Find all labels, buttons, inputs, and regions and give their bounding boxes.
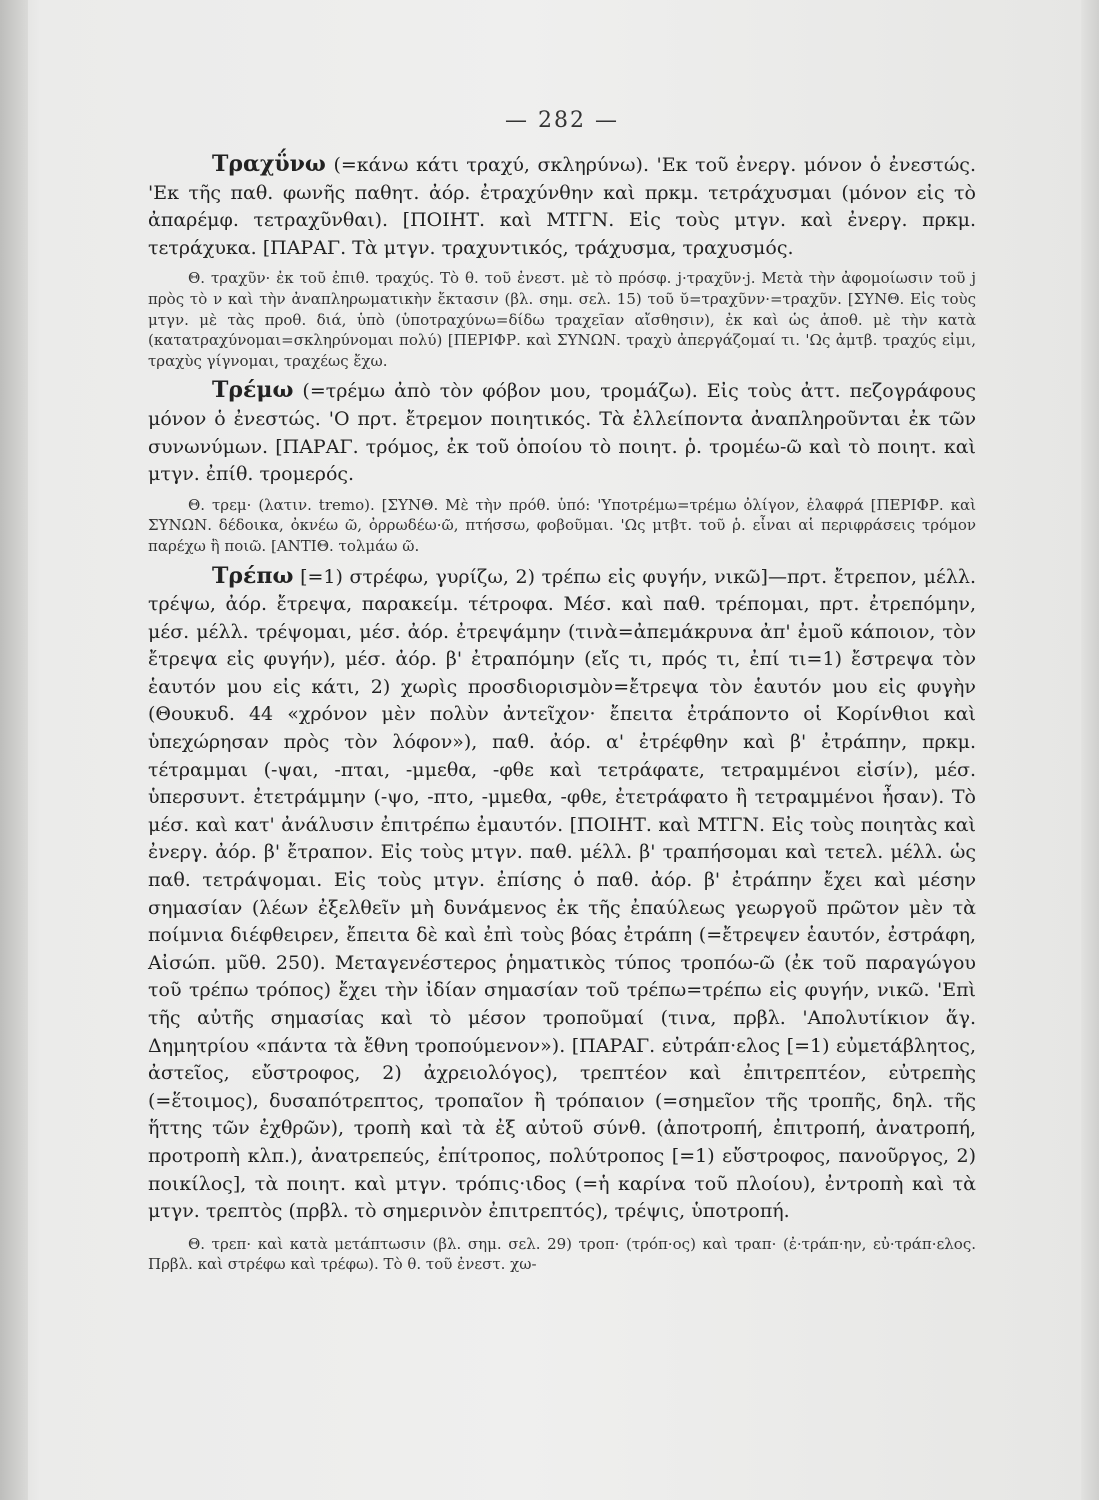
entry-definition: [=1) στρέφω, γυρίζω, 2) τρέπω εἰς φυγήν, νικῶ]—πρτ. ἔτρεπον, μέλλ. τρέψω, ἀόρ. ἔτρεψα, παρακείμ. τέτροφα. Μέσ. καὶ παθ. τρέπομαι, πρτ. ἐτρεπόμην, μέσ. μέλλ. τρέψομαι, μέσ. ἀόρ. ἐτρεψάμην (τινὰ=ἀπεμάκρυνα ἀπ' ἐμοῦ κάποιον, τὸν ἔτρεψα εἰς φυγήν), μέσ. ἀόρ. β' ἐτραπόμην (εἴς τι, πρός τι, ἐπί τι=1) ἔστρεψα τὸν ἑαυτόν μου εἰς κάτι, 2) χωρὶς προσδιορισμὸν=ἔτρεψα τὸν ἑαυτόν μου εἰς φυγὴν (Θουκυδ. 44 «χρόνον μὲν πολὺν ἀντεῖχον· ἔπειτα ἐτράποντο οἱ Κορίνθιοι καὶ ὑπεχώρησαν πρὸς τὸν λόφον»), παθ. ἀόρ. α' ἐτρέφθην καὶ β' ἐτράπην, πρκμ. τέτραμμαι (-ψαι, -πται, -μμεθα, -φθε καὶ τετράφατε, τετραμμένοι εἰσίν), μέσ. ὑπερσυντ. ἐτετράμμην (-ψο, -πτο, -μμεθα, -φθε, ἐτετράφατο ἢ τετραμμένοι ἦσαν). Τὸ μέσ. καὶ κατ' ἀνάλυσιν ἐπιτρέπω ἐμαυτόν. [ΠΟΙΗΤ. καὶ ΜΤΓΝ. Εἰς τοὺς ποιητὰς καὶ ἐνεργ. ἀόρ. β' ἔτραπον. Εἰς τοὺς μτγν. παθ. μέλλ. β' τραπήσομαι καὶ τετελ. μέλλ. ὡς παθ. τετράψομαι. Εἰς τοὺς μτγν. ἐπίσης ὁ παθ. ἀόρ. β' ἐτράπην ἔχει καὶ μέσην σημασίαν (λέων ἐξελθεῖν μὴ δυνάμενος ἐκ τῆς ἐπαύλεως γεωργοῦ πρῶτον μὲν τὰ ποίμνια διέφθειρεν, ἔπειτα δὲ καὶ ἐπὶ τοὺς βόας ἐτράπη (=ἔτρεψεν ἑαυτόν, ἐστράφη, Αἰσώπ. μῦθ. 250). Μεταγενέστερος ῥηματικὸς τύπος τροπόω-ῶ (ἐκ τοῦ παραγώγου τοῦ τρέπω τρόπος) ἔχει τὴν ἰδίαν σημασίαν τοῦ τρέπω=τρέπω εἰς φυγήν, νικῶ. 'Επὶ τῆς αὐτῆς σημασίας καὶ τὸ μέσον τροποῦμαί (τινα, πρβλ. 'Απολυτίκιον ἅγ. Δημητρίου «πάντα τὰ ἔθνη τροπούμενον»). [ΠΑΡΑΓ. εὐτράπ·ελος [=1) εὐμετάβλητος, ἀστεῖος, εὔστροφος, 2) ἀχρειολόγος), τρεπτέον καὶ ἐπιτρεπτέον, εὐτρεπὴς (=ἕτοιμος), δυσαπότρεπτος, τροπαῖον ἢ τρόπαιον (=σημεῖον τῆς τροπῆς, δηλ. τῆς ἥττης τῶν ἐχθρῶν), τροπὴ καὶ τὰ ἐξ αὐτοῦ σύνθ. (ἀποτροπή, ἐπιτροπή, ἀνατροπή, προτροπὴ κλπ.), ἀνατρεπεύς, ἐπίτροπος, πολύτροπος [=1) εὔστροφος, πανοῦργος, 2) ποικίλος], τὰ ποιητ. καὶ μτγν. τρόπις·ιδος (=ἡ καρίνα τοῦ πλοίου), ἐντροπὴ καὶ τὰ μτγν. τρεπτὸς (πρβλ. τὸ σημερινὸν ἐπιτρεπτός), τρέψις, ὑποτροπή.	[148, 565, 976, 1223]
entry-headword: Τραχΰνω	[212, 151, 326, 177]
page-content	[148, 108, 976, 1275]
entry-body	[148, 377, 976, 488]
dictionary-entry	[148, 377, 976, 556]
dictionary-entry	[148, 151, 976, 371]
page-edge	[1081, 0, 1099, 1500]
etymology-note: Θ. τρεμ· (λατιν. tremo). [ΣΥΝΘ. Μὲ τὴν πρόθ. ὑπό: 'Υποτρέμω=τρέμω ὀλίγον, ἐλαφρά [ΠΕΡΙΦΡ. καὶ ΣΥΝΩΝ. δέδοικα, ὀκνέω ῶ, ὀρρωδέω·ῶ, πτήσσω, φοβοῦμαι. 'Ως μτβτ. τοῦ ῥ. εἶναι αἱ περιφράσεις τρόμον παρέχω ἢ ποιῶ. [ΑΝΤΙΘ. τολμάω ῶ.	[148, 495, 976, 555]
entry-headword: Τρέμω	[212, 377, 294, 404]
entry-body	[148, 151, 976, 262]
entry-headword: Τρέπω	[212, 562, 294, 589]
page-number: — 282 —	[505, 108, 619, 133]
etymology-note: Θ. τραχῦν· ἐκ τοῦ ἐπιθ. τραχύς. Τὸ θ. τοῦ ἐνεστ. μὲ τὸ πρόσφ. j·τραχῦν·j. Μετὰ τὴν ἀφομοίωσιν τοῦ j πρὸς τὸ ν καὶ τὴν ἀναπληρωματικὴν ἔκτασιν (βλ. σημ. σελ. 15) τοῦ ῠ=τραχῦνν·=τραχῦν. [ΣΥΝΘ. Εἰς τοὺς μτγν. μὲ τὰς προθ. διά, ὑπὸ (ὑποτραχύνω=δίδω τραχεῖαν αἴσθησιν), ἐκ καὶ ὡς ἀποθ. μὲ τὴν κατὰ (κατατραχύνομαι=σκληρύνομαι πολύ) [ΠΕΡΙΦΡ. καὶ ΣΥΝΩΝ. τραχὺ ἀπεργάζομαί τι. 'Ως ἀμτβ. τραχύς εἰμι, τραχὺς γίγνομαι, τραχέως ἔχω.	[148, 269, 976, 370]
entry-definition: (=κάνω κάτι τραχύ, σκληρύνω). 'Εκ τοῦ ἐνεργ. μόνον ὁ ἐνεστώς. 'Εκ τῆς παθ. φωνῆς παθητ. ἀόρ. ἐτραχύνθην καὶ πρκμ. τετράχυσμαι (μόνον εἰς τὸ ἀπαρέμφ. τετραχῦνθαι). [ΠΟΙΗΤ. καὶ ΜΤΓΝ. Εἰς τοὺς μτγν. καὶ ἐνεργ. πρκμ. τετράχυκα. [ΠΑΡΑΓ. Τὰ μτγν. τραχυντικός, τράχυσμα, τραχυσμός.	[148, 154, 976, 259]
trailing-etymology-note: Θ. τρεπ· καὶ κατὰ μετάπτωσιν (βλ. σημ. σελ. 29) τροπ· (τρόπ·ος) καὶ τραπ· (ἐ·τράπ·ην, εὐ·τράπ·ελος. Πρβλ. καὶ στρέφω καὶ τρέφω). Τὸ θ. τοῦ ἐνεστ. χω-	[148, 1234, 976, 1274]
dictionary-entry	[148, 563, 976, 1226]
entry-body	[148, 563, 976, 1226]
binding-shadow	[0, 0, 28, 1500]
entry-definition: (=τρέμω ἀπὸ τὸν φόβον μου, τρομάζω). Εἰς τοὺς ἀττ. πεζογράφους μόνον ὁ ἐνεστώς. 'Ο πρτ. ἔτρεμον ποιητικός. Τὰ ἐλλείποντα ἀναπληροῦνται ἐκ τῶν συνωνύμων. [ΠΑΡΑΓ. τρόμος, ἐκ τοῦ ὁποίου τὸ ποιητ. ῥ. τρομέω-ῶ καὶ τὸ ποιητ. καὶ μτγν. ἐπίθ. τρομερός.	[148, 380, 976, 486]
